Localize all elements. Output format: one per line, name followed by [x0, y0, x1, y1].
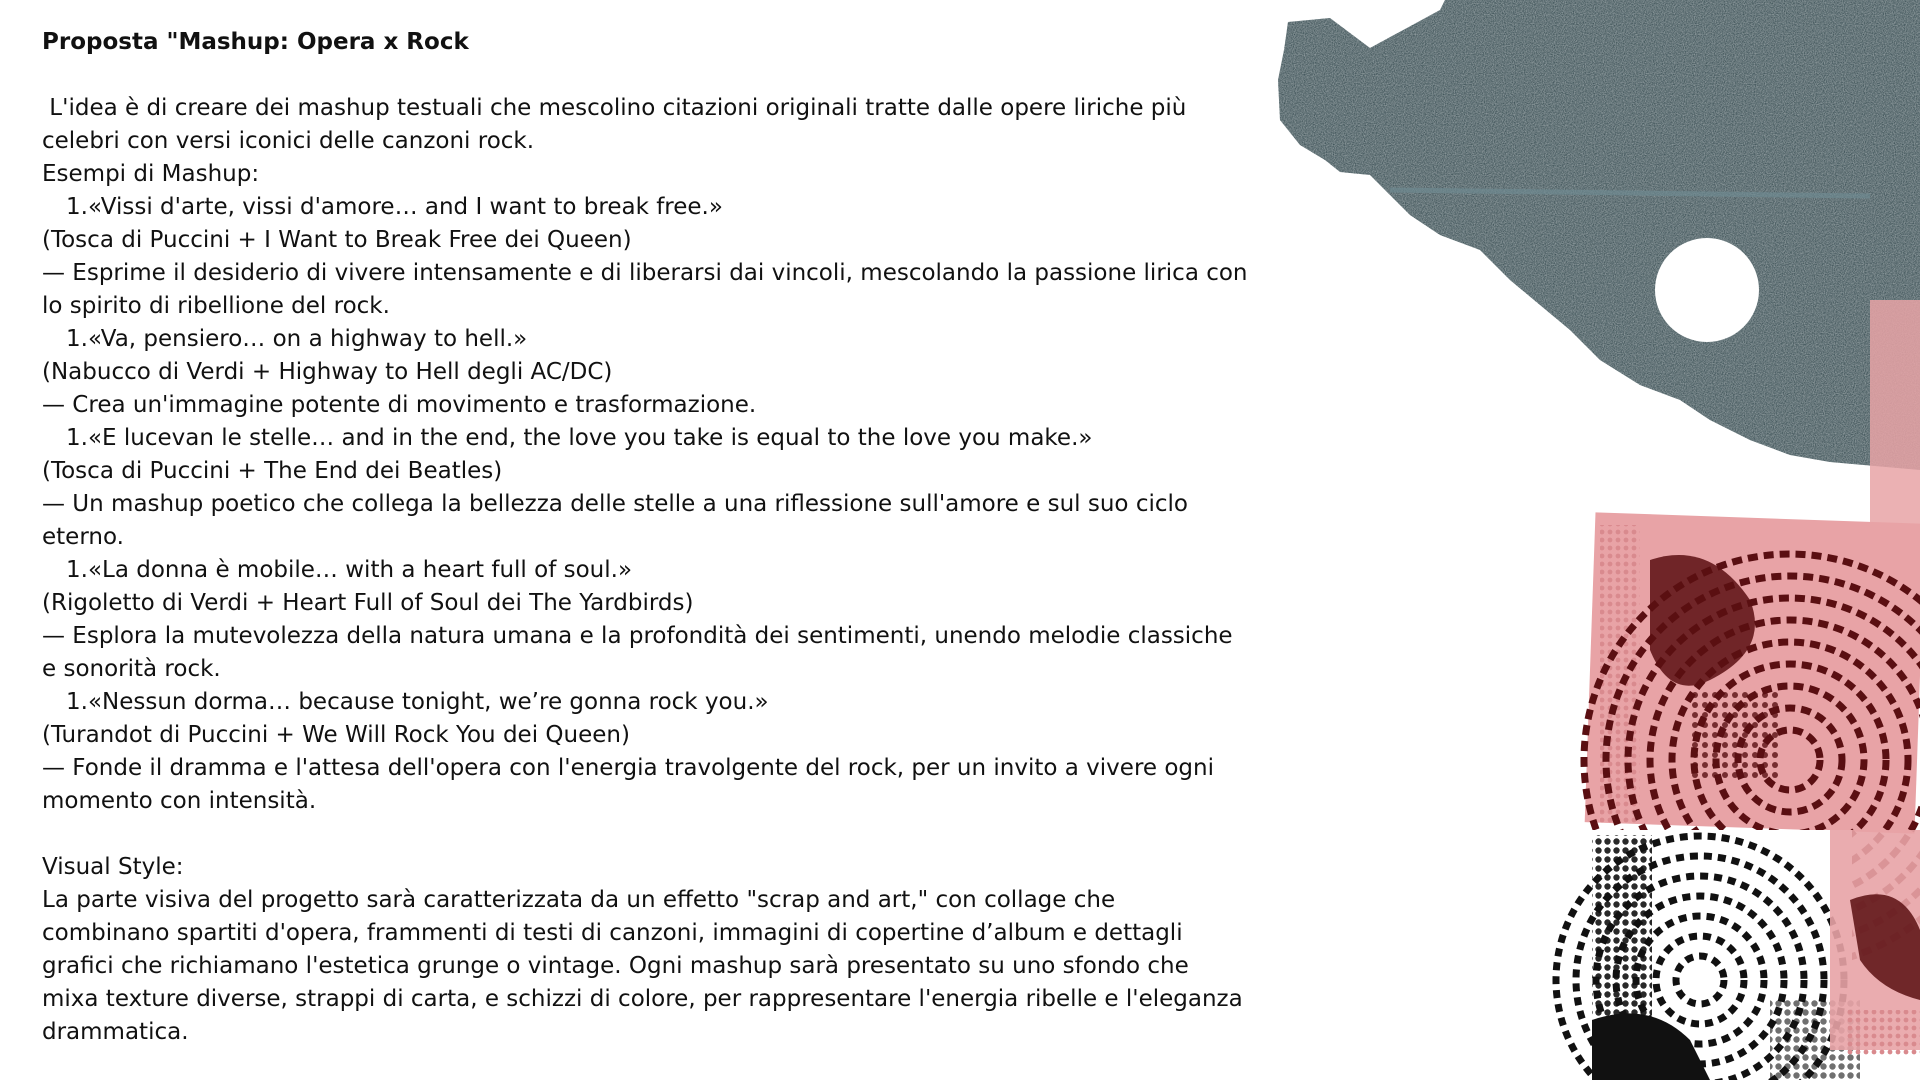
example-quote: 1.«La donna è mobile… with a heart full of soul.» [66, 557, 633, 583]
example-quote: 1.«Va, pensiero… on a highway to hell.» [66, 326, 528, 352]
pink-accent [1830, 830, 1920, 1055]
visual-style-line: mixa texture diverse, strappi di carta, e schizzi di colore, per rappresentare l'energia ribelle e l'eleganza [42, 986, 1243, 1012]
intro-line-1: L'idea è di creare dei mashup testuali che mescolino citazioni originali tratte dalle opere liriche più [42, 95, 1187, 121]
examples-heading: Esempi di Mashup: [42, 161, 260, 187]
visual-style-heading: Visual Style: [42, 854, 184, 880]
example-source: (Tosca di Puccini + I Want to Break Free dei Queen) [42, 227, 632, 253]
collage-artwork [1270, 0, 1920, 1080]
example-source: (Turandot di Puccini + We Will Rock You dei Queen) [42, 722, 630, 748]
example-source: (Tosca di Puccini + The End dei Beatles) [42, 458, 503, 484]
ink-splash-shape [1278, 0, 1920, 470]
visual-style-line: La parte visiva del progetto sarà caratterizzata da un effetto "scrap and art," con collage che [42, 887, 1116, 913]
bw-texture-panel [1556, 830, 1860, 1080]
example-description: eterno. [42, 524, 124, 550]
visual-style-line: grafici che richiamano l'estetica grunge o vintage. Ogni mashup sarà presentato su uno sfondo che [42, 953, 1189, 979]
visual-style-line: drammatica. [42, 1019, 189, 1045]
example-description: momento con intensità. [42, 788, 317, 814]
example-source: (Nabucco di Verdi + Highway to Hell degli AC/DC) [42, 359, 613, 385]
example-description: — Un mashup poetico che collega la bellezza delle stelle a una riflessione sull'amore e sul suo ciclo [42, 491, 1188, 517]
example-description: — Fonde il dramma e l'attesa dell'opera con l'energia travolgente del rock, per un invito a vivere ogni [42, 755, 1214, 781]
proposal-title: Proposta "Mashup: Opera x Rock [42, 29, 469, 55]
example-quote: 1.«Vissi d'arte, vissi d'amore… and I want to break free.» [66, 194, 723, 220]
example-quote: 1.«Nessun dorma… because tonight, we’re gonna rock you.» [66, 689, 769, 715]
example-description: e sonorità rock. [42, 656, 221, 682]
visual-style-line: combinano spartiti d'opera, frammenti di testi di canzoni, immagini di copertine d’album e dettagli [42, 920, 1183, 946]
example-description: — Esprime il desiderio di vivere intensamente e di liberarsi dai vincoli, mescolando la passione lirica con [42, 260, 1248, 286]
intro-line-2: celebri con versi iconici delle canzoni rock. [42, 128, 535, 154]
proposal-text [42, 26, 1292, 1049]
example-description: — Esplora la mutevolezza della natura umana e la profondità dei sentimenti, unendo melodie classiche [42, 623, 1233, 649]
example-description: lo spirito di ribellione del rock. [42, 293, 390, 319]
spacer [42, 59, 1292, 92]
example-quote: 1.«E lucevan le stelle… and in the end, the love you take is equal to the love you make.» [66, 425, 1093, 451]
spacer [42, 818, 1292, 851]
example-description: — Crea un'immagine potente di movimento e trasformazione. [42, 392, 757, 418]
example-source: (Rigoletto di Verdi + Heart Full of Soul dei The Yardbirds) [42, 590, 694, 616]
